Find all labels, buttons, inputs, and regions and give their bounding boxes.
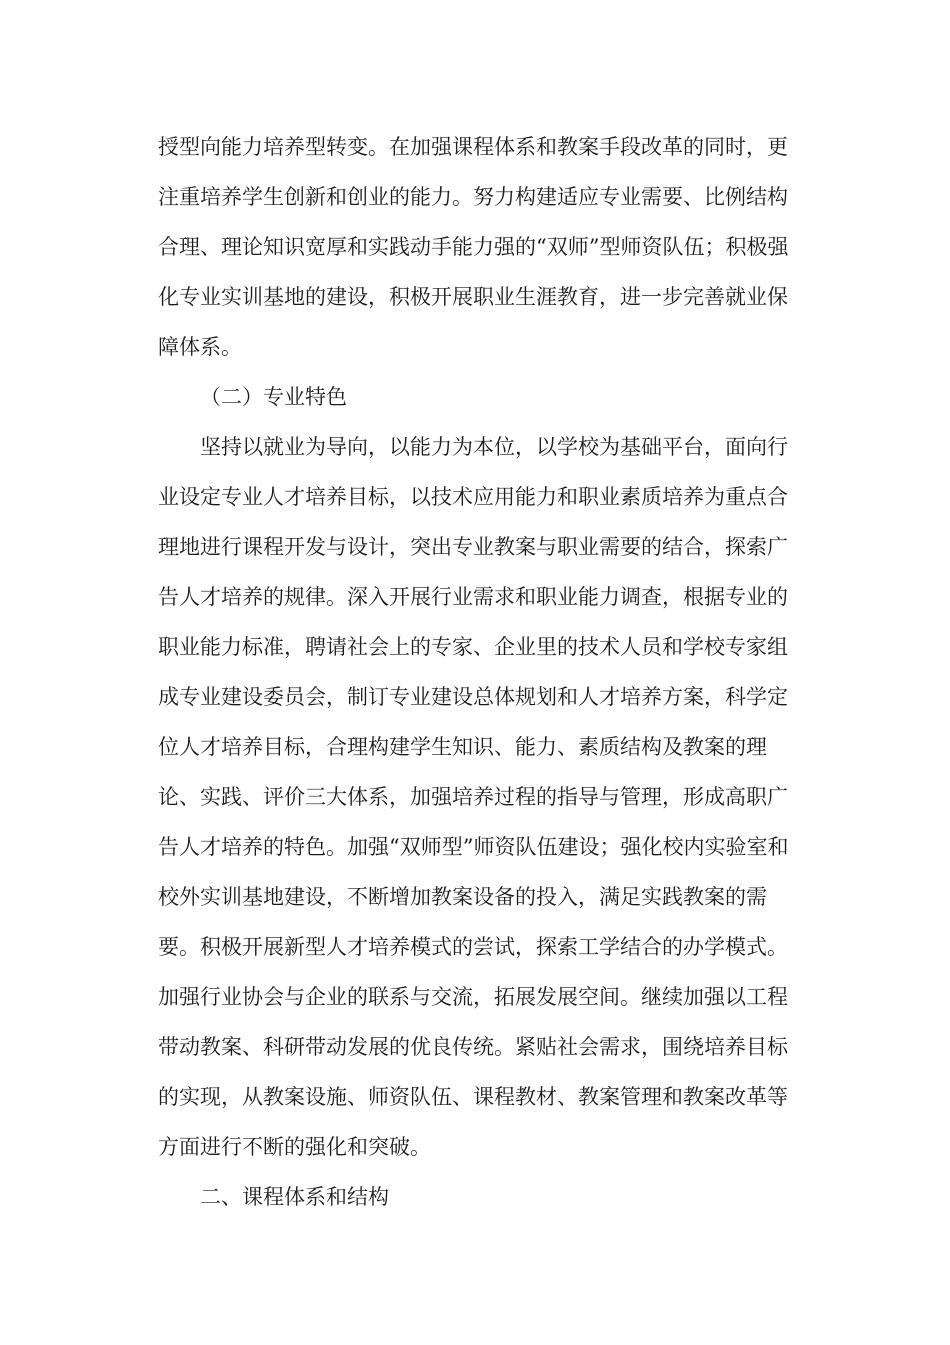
text-line: 授型向能力培养型转变。在加强课程体系和教案手段改革的同时，更	[158, 135, 788, 159]
paragraph-start: 坚持以就业为导向，以能力为本位，以学校为基础平台，面向行	[200, 435, 788, 459]
text-line: 注重培养学生创新和创业的能力。努力构建适应专业需要、比例结构	[158, 185, 788, 209]
text-line: 告人才培养的规律。深入开展行业需求和职业能力调查，根据专业的	[158, 585, 788, 609]
section-heading: 二、课程体系和结构	[200, 1185, 389, 1209]
text-line: 加强行业协会与企业的联系与交流，拓展发展空间。继续加强以工程	[158, 985, 788, 1009]
section-heading: （二）专业特色	[200, 385, 347, 409]
text-line: 化专业实训基地的建设，积极开展职业生涯教育，进一步完善就业保	[158, 285, 788, 309]
text-line: 告人才培养的特色。加强“双师型”师资队伍建设；强化校内实验室和	[158, 835, 789, 859]
text-line: 合理、理论知识宽厚和实践动手能力强的“双师”型师资队伍；积极强	[158, 235, 789, 259]
document-body	[158, 122, 808, 1222]
text-line: 的实现，从教案设施、师资队伍、课程教材、教案管理和教案改革等	[158, 1085, 788, 1109]
text-line: 方面进行不断的强化和突破。	[158, 1135, 431, 1159]
text-line: 校外实训基地建设，不断增加教案设备的投入，满足实践教案的需	[158, 885, 767, 909]
text-line: 要。积极开展新型人才培养模式的尝试，探索工学结合的办学模式。	[158, 935, 788, 959]
text-line: 理地进行课程开发与设计，突出专业教案与职业需要的结合，探索广	[158, 535, 788, 559]
text-line: 带动教案、科研带动发展的优良传统。紧贴社会需求，围绕培养目标	[158, 1035, 788, 1059]
text-line: 成专业建设委员会，制订专业建设总体规划和人才培养方案，科学定	[158, 685, 788, 709]
text-line: 障体系。	[158, 335, 242, 359]
text-line: 业设定专业人才培养目标，以技术应用能力和职业素质培养为重点合	[158, 485, 788, 509]
text-line: 论、实践、评价三大体系，加强培养过程的指导与管理，形成高职广	[158, 785, 788, 809]
text-line: 职业能力标准，聘请社会上的专家、企业里的技术人员和学校专家组	[158, 635, 788, 659]
text-line: 位人才培养目标，合理构建学生知识、能力、素质结构及教案的理	[158, 735, 767, 759]
